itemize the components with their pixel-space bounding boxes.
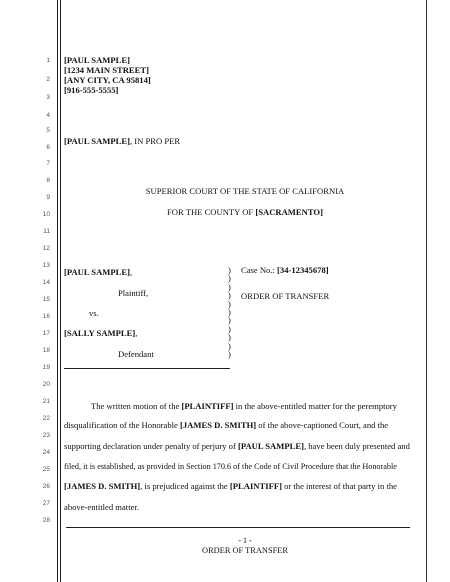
line-number: 22 <box>42 415 50 422</box>
moving-party: [PLAINTIFF] <box>181 401 234 411</box>
line-number: 1 <box>46 57 50 64</box>
right-margin-rule <box>426 0 427 582</box>
caption-paren: ) <box>228 332 231 343</box>
line-number: 17 <box>42 330 50 337</box>
line-number: 14 <box>42 279 50 286</box>
caption-paren: ) <box>228 265 231 275</box>
line-number: 9 <box>46 194 50 201</box>
judge-name-2: [JAMES D. SMITH] <box>64 481 141 491</box>
judge-name: [JAMES D. SMITH] <box>179 420 257 430</box>
left-margin-rule-inner <box>60 0 61 582</box>
line-number: 6 <box>46 144 50 151</box>
caption-paren: ) <box>228 340 231 351</box>
left-margin-rule <box>57 0 58 582</box>
line-number: 26 <box>42 483 50 490</box>
line-number: 21 <box>42 398 50 405</box>
defendant-line: [SALLY SAMPLE], <box>64 328 138 338</box>
line-number: 10 <box>42 211 50 218</box>
line-number: 2 <box>46 76 50 83</box>
body-line-1: The written motion of the [PLAINTIFF] in the above-entitled matter for the peremptory <box>91 401 397 411</box>
caption-paren: ) <box>228 349 231 359</box>
line-number: 15 <box>42 296 50 303</box>
case-number-line <box>241 265 329 276</box>
line-number: 18 <box>42 347 50 354</box>
line-number: 8 <box>46 177 50 184</box>
body-line-3: supporting declaration under penalty of perjury of [PAUL SAMPLE], have been duly presented and <box>64 441 410 451</box>
line-number: 7 <box>46 160 50 167</box>
court-county: [SACRAMENTO] <box>255 207 323 217</box>
caption-paren: ) <box>228 323 231 334</box>
declarant-name: [PAUL SAMPLE] <box>237 441 304 451</box>
caption-paren: ) <box>228 298 231 309</box>
caption-underline <box>64 368 230 369</box>
line-number: 28 <box>42 517 50 524</box>
footer-title: ORDER OF TRANSFER <box>202 546 288 555</box>
attorney-line <box>64 136 180 147</box>
versus-label: vs. <box>89 308 99 318</box>
case-no-label: Case No.: <box>241 265 278 275</box>
attorney-name: [PAUL SAMPLE] <box>64 136 130 146</box>
attorney-suffix: , IN PRO PER <box>129 136 181 146</box>
plaintiff-label: Plaintiff, <box>118 288 149 298</box>
line-number: 25 <box>42 466 50 473</box>
line-number: 11 <box>43 228 50 235</box>
line-number: 3 <box>46 94 50 101</box>
defendant-label: Defendant <box>118 349 154 359</box>
header-phone: [916-555-5555] <box>64 85 119 95</box>
line-number: 4 <box>46 112 50 119</box>
line-number: 24 <box>42 449 50 456</box>
body-line-5: [JAMES D. SMITH], is prejudiced against the [PLAINTIFF] or the interest of that party in the <box>64 481 397 491</box>
page-number: - 1 - <box>238 536 252 545</box>
body-line-4: filed, it is established, as provided in Section 170.6 of the Code of Civil Procedure that the Honorable <box>64 462 397 471</box>
header-street: [1234 MAIN STREET] <box>64 65 149 75</box>
caption-paren: ) <box>228 281 231 292</box>
court-county-prefix: FOR THE COUNTY OF <box>167 207 256 217</box>
line-number: 13 <box>42 262 50 269</box>
footer-rule <box>66 527 410 528</box>
caption-paren: ) <box>228 307 231 317</box>
caption-paren: ) <box>228 315 231 326</box>
defendant-name: [SALLY SAMPLE] <box>64 328 136 338</box>
document-title: ORDER OF TRANSFER <box>241 291 330 301</box>
court-title: SUPERIOR COURT OF THE STATE OF CALIFORNIA <box>145 186 345 196</box>
caption-paren: ) <box>228 290 231 301</box>
line-number: 19 <box>42 364 50 371</box>
header-name: [PAUL SAMPLE] <box>64 55 130 65</box>
case-number: [34-12345678] <box>277 265 329 275</box>
header-city: [ANY CITY, CA 95814] <box>64 75 151 85</box>
body-line-2: disqualification of the Honorable [JAMES D. SMITH] of the above-captioned Court, and the <box>64 420 389 430</box>
plaintiff-name: [PAUL SAMPLE] <box>64 267 130 277</box>
line-number: 12 <box>42 245 50 252</box>
plaintiff-line: [PAUL SAMPLE], <box>64 267 133 277</box>
body-line-6: above-entitled matter. <box>64 502 139 512</box>
line-number: 23 <box>42 432 50 439</box>
caption-paren: ) <box>228 273 231 284</box>
line-number: 20 <box>42 381 50 388</box>
line-number: 27 <box>42 500 50 507</box>
line-number: 5 <box>46 127 50 134</box>
court-county-line <box>64 207 426 218</box>
line-number: 16 <box>42 313 50 320</box>
moving-party-2: [PLAINTIFF] <box>229 481 282 491</box>
